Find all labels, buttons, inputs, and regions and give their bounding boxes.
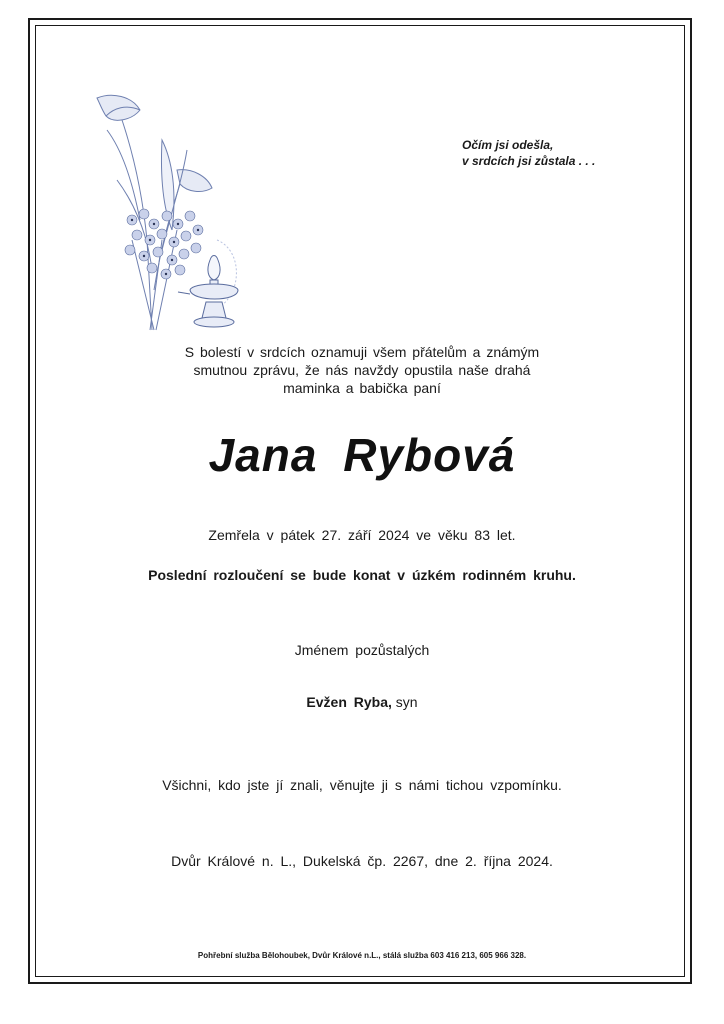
motto-quote — [462, 137, 595, 169]
on-behalf-label: Jménem pozůstalých — [294, 642, 430, 658]
motto-line-1: Očím jsi odešla, — [462, 138, 554, 152]
death-date-line: Zemřela v pátek 27. září 2024 ve věku 83 let. — [208, 527, 516, 543]
survivor-name: Evžen Ryba, — [306, 694, 392, 710]
survivor-relation: syn — [395, 694, 418, 710]
flower-bouquet-icon — [92, 90, 252, 340]
survivor-line — [0, 694, 724, 710]
funeral-service-footer: Pohřební služba Bělohoubek, Dvůr Králové n.L., stálá služba 603 416 213, 605 966 328. — [197, 951, 527, 960]
deceased-name: Jana Rybová — [208, 429, 516, 481]
announcement-intro — [0, 343, 724, 397]
intro-line-3: maminka a babička paní — [283, 380, 441, 396]
farewell-notice: Poslední rozloučení se bude konat v úzkém rodinném kruhu. — [148, 567, 576, 583]
intro-line-2: smutnou zprávu, že nás navždy opustila naše drahá — [193, 362, 531, 378]
place-and-date: Dvůr Králové n. L., Dukelská čp. 2267, dne 2. října 2024. — [171, 853, 553, 869]
intro-line-1: S bolestí v srdcích oznamuji všem přátelům a známým — [184, 344, 540, 360]
motto-line-2: v srdcích jsi zůstala . . . — [462, 154, 596, 168]
memory-request: Všichni, kdo jste jí znali, věnujte ji s námi tichou vzpomínku. — [162, 777, 562, 793]
